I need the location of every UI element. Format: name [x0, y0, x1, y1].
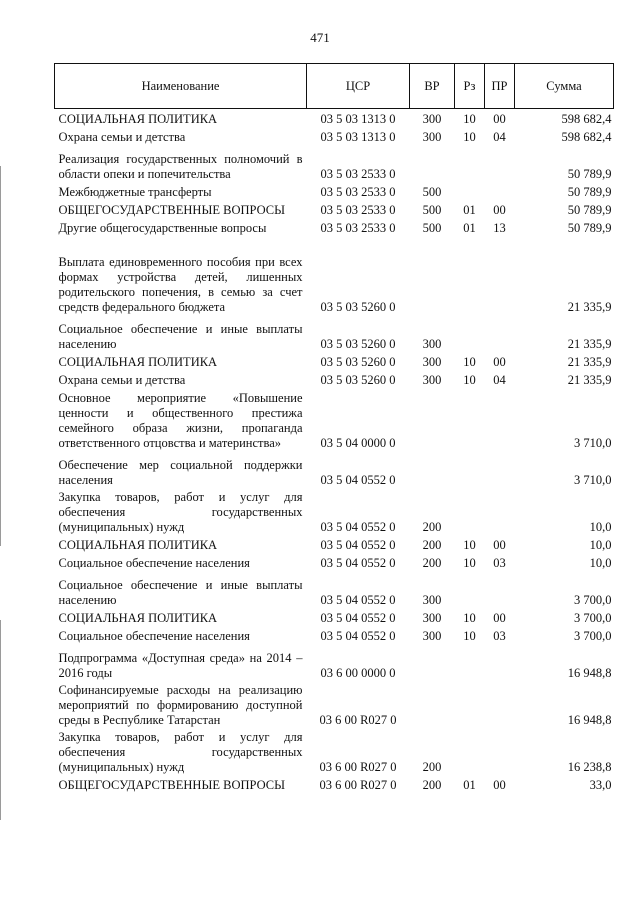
row-sum: 21 335,9 — [567, 337, 612, 351]
row-name: Основное мероприятие «Повышение ценности и общественного престижа семейного образа жизни, пропаганда ответственного отцовства и материнства» — [58, 391, 303, 450]
row-name: Подпрограмма «Доступная среда» на 2014 – 2016 годы — [58, 651, 303, 680]
row-sum: 50 789,9 — [567, 185, 612, 199]
row-name: Социальное обеспечение и иные выплаты населению — [58, 578, 303, 607]
row-name: Закупка товаров, работ и услуг для обеспечения государственных (муниципальных) нужд — [58, 490, 303, 534]
table-row — [55, 145, 614, 182]
row-rz — [455, 388, 485, 451]
row-rz — [455, 236, 485, 315]
row-name: Социальное обеспечение населения — [58, 556, 250, 570]
table-row — [55, 553, 614, 571]
row-name: Социальное обеспечение населения — [58, 629, 250, 643]
table-row — [55, 535, 614, 553]
row-name: Обеспечение мер социальной поддержки населения — [58, 458, 303, 487]
table-row — [55, 388, 614, 451]
table-row — [55, 236, 614, 315]
row-pr: 03 — [493, 556, 506, 570]
row-pr: 00 — [493, 355, 506, 369]
row-sum: 3 710,0 — [574, 473, 612, 487]
row-vr: 200 — [422, 538, 442, 552]
row-csr: 03 6 00 R027 0 — [319, 713, 397, 727]
row-vr: 300 — [422, 373, 442, 387]
row-rz — [455, 451, 485, 488]
row-vr — [410, 236, 455, 315]
row-rz: 10 — [463, 130, 476, 144]
row-name: ОБЩЕГОСУДАРСТВЕННЫЕ ВОПРОСЫ — [58, 778, 286, 792]
row-rz — [455, 488, 485, 535]
table-row — [55, 370, 614, 388]
row-pr — [485, 681, 515, 728]
row-name: Софинансируемые расходы на реализацию мероприятий по формированию доступной среды в Республике Татарстан — [58, 683, 303, 727]
row-rz: 01 — [463, 203, 476, 217]
row-sum: 33,0 — [589, 778, 612, 792]
row-vr: 300 — [422, 337, 442, 351]
row-pr — [485, 571, 515, 608]
row-csr: 03 5 04 0552 0 — [320, 629, 396, 643]
header-pr: ПР — [485, 64, 515, 109]
row-csr: 03 5 03 5260 0 — [320, 373, 396, 387]
table-row — [55, 315, 614, 352]
row-name: Другие общегосударственные вопросы — [58, 221, 267, 235]
row-pr: 13 — [493, 221, 506, 235]
row-rz — [455, 315, 485, 352]
row-pr: 00 — [493, 778, 506, 792]
row-csr: 03 5 03 5260 0 — [320, 300, 396, 314]
row-name: Межбюджетные трансферты — [58, 185, 212, 199]
row-csr: 03 5 03 2533 0 — [320, 221, 396, 235]
row-vr — [410, 388, 455, 451]
row-name: СОЦИАЛЬНАЯ ПОЛИТИКА — [58, 611, 218, 625]
row-csr: 03 5 04 0552 0 — [320, 473, 396, 487]
row-pr — [485, 315, 515, 352]
row-rz — [455, 681, 485, 728]
row-rz — [455, 182, 485, 200]
row-pr — [485, 388, 515, 451]
row-rz — [455, 728, 485, 775]
row-sum: 10,0 — [589, 520, 612, 534]
row-csr: 03 6 00 R027 0 — [319, 778, 397, 792]
row-pr — [485, 236, 515, 315]
table-row — [55, 451, 614, 488]
row-sum: 3 700,0 — [574, 629, 612, 643]
row-name: Закупка товаров, работ и услуг для обеспечения государственных (муниципальных) нужд — [58, 730, 303, 774]
row-sum: 21 335,9 — [567, 300, 612, 314]
table-row — [55, 626, 614, 644]
header-rz: Рз — [455, 64, 485, 109]
row-csr: 03 5 03 1313 0 — [320, 112, 396, 126]
row-csr: 03 5 03 1313 0 — [320, 130, 396, 144]
row-pr: 00 — [493, 611, 506, 625]
table-row — [55, 218, 614, 236]
table-row — [55, 728, 614, 775]
row-vr — [410, 644, 455, 681]
row-csr: 03 5 04 0552 0 — [320, 556, 396, 570]
row-rz: 10 — [463, 355, 476, 369]
row-vr: 300 — [422, 355, 442, 369]
row-csr: 03 5 03 5260 0 — [320, 337, 396, 351]
row-rz — [455, 644, 485, 681]
table-row — [55, 200, 614, 218]
row-rz — [455, 145, 485, 182]
row-vr: 200 — [422, 760, 442, 774]
row-csr: 03 5 03 2533 0 — [320, 167, 396, 181]
scan-margin-line — [0, 620, 1, 820]
header-sum: Сумма — [515, 64, 614, 109]
row-sum: 598 682,4 — [561, 130, 612, 144]
row-rz: 10 — [463, 112, 476, 126]
row-pr — [485, 488, 515, 535]
row-sum: 3 700,0 — [574, 611, 612, 625]
row-csr: 03 6 00 R027 0 — [319, 760, 397, 774]
row-name: Охрана семьи и детства — [58, 373, 186, 387]
row-pr: 04 — [493, 373, 506, 387]
row-rz: 10 — [463, 538, 476, 552]
row-pr: 00 — [493, 112, 506, 126]
row-vr: 300 — [422, 611, 442, 625]
row-csr: 03 5 03 2533 0 — [320, 185, 396, 199]
row-vr: 500 — [422, 221, 442, 235]
row-name: СОЦИАЛЬНАЯ ПОЛИТИКА — [58, 355, 218, 369]
row-name: Выплата единовременного пособия при всех формах устройства детей, лишенных родительского попечения, в семью за счет средств федерального бюджета — [58, 255, 303, 314]
row-sum: 50 789,9 — [567, 221, 612, 235]
row-vr: 500 — [422, 185, 442, 199]
row-name: Охрана семьи и детства — [58, 130, 186, 144]
row-sum: 598 682,4 — [561, 112, 612, 126]
row-pr — [485, 145, 515, 182]
row-vr: 200 — [422, 520, 442, 534]
row-vr — [410, 451, 455, 488]
row-vr: 200 — [422, 778, 442, 792]
row-rz: 01 — [463, 778, 476, 792]
row-vr: 300 — [422, 112, 442, 126]
row-rz — [455, 571, 485, 608]
row-rz: 10 — [463, 373, 476, 387]
row-sum: 16 948,8 — [567, 666, 612, 680]
row-rz: 10 — [463, 556, 476, 570]
row-sum: 3 700,0 — [574, 593, 612, 607]
row-pr — [485, 182, 515, 200]
table-row — [55, 644, 614, 681]
table-row — [55, 608, 614, 626]
row-name: Социальное обеспечение и иные выплаты населению — [58, 322, 303, 351]
row-vr: 200 — [422, 556, 442, 570]
row-name: Реализация государственных полномочий в области опеки и попечительства — [58, 152, 303, 181]
table-row — [55, 182, 614, 200]
row-pr — [485, 644, 515, 681]
row-vr: 300 — [422, 593, 442, 607]
row-sum: 21 335,9 — [567, 373, 612, 387]
row-csr: 03 5 04 0552 0 — [320, 611, 396, 625]
row-pr — [485, 728, 515, 775]
row-sum: 16 238,8 — [567, 760, 612, 774]
row-csr: 03 5 03 5260 0 — [320, 355, 396, 369]
row-pr — [485, 451, 515, 488]
table-row — [55, 127, 614, 145]
row-rz: 01 — [463, 221, 476, 235]
row-sum: 3 710,0 — [574, 436, 612, 450]
scan-margin-line — [0, 166, 1, 546]
table-row — [55, 571, 614, 608]
header-csr: ЦСР — [307, 64, 410, 109]
row-sum: 10,0 — [589, 538, 612, 552]
row-csr: 03 5 04 0000 0 — [320, 436, 396, 450]
page-number: 471 — [310, 30, 330, 45]
row-sum: 50 789,9 — [567, 203, 612, 217]
row-vr — [410, 681, 455, 728]
header-vr: ВР — [410, 64, 455, 109]
row-csr: 03 5 04 0552 0 — [320, 520, 396, 534]
row-sum: 50 789,9 — [567, 167, 612, 181]
row-pr: 00 — [493, 538, 506, 552]
header-name: Наименование — [55, 64, 307, 109]
table-row — [55, 109, 614, 128]
table-row — [55, 352, 614, 370]
row-name: ОБЩЕГОСУДАРСТВЕННЫЕ ВОПРОСЫ — [58, 203, 286, 217]
row-csr: 03 5 03 2533 0 — [320, 203, 396, 217]
row-vr — [410, 145, 455, 182]
row-pr: 04 — [493, 130, 506, 144]
row-csr: 03 5 04 0552 0 — [320, 593, 396, 607]
row-rz: 10 — [463, 629, 476, 643]
row-pr: 00 — [493, 203, 506, 217]
row-vr: 300 — [422, 130, 442, 144]
row-sum: 21 335,9 — [567, 355, 612, 369]
row-sum: 10,0 — [589, 556, 612, 570]
row-vr: 500 — [422, 203, 442, 217]
table-row — [55, 775, 614, 793]
row-csr: 03 5 04 0552 0 — [320, 538, 396, 552]
table-row — [55, 488, 614, 535]
row-vr: 300 — [422, 629, 442, 643]
budget-table — [54, 63, 614, 793]
table-header-row — [55, 64, 614, 109]
row-pr: 03 — [493, 629, 506, 643]
row-rz: 10 — [463, 611, 476, 625]
row-csr: 03 6 00 0000 0 — [320, 666, 396, 680]
row-name: СОЦИАЛЬНАЯ ПОЛИТИКА — [58, 112, 218, 126]
row-name: СОЦИАЛЬНАЯ ПОЛИТИКА — [58, 538, 218, 552]
row-sum: 16 948,8 — [567, 713, 612, 727]
table-row — [55, 681, 614, 728]
